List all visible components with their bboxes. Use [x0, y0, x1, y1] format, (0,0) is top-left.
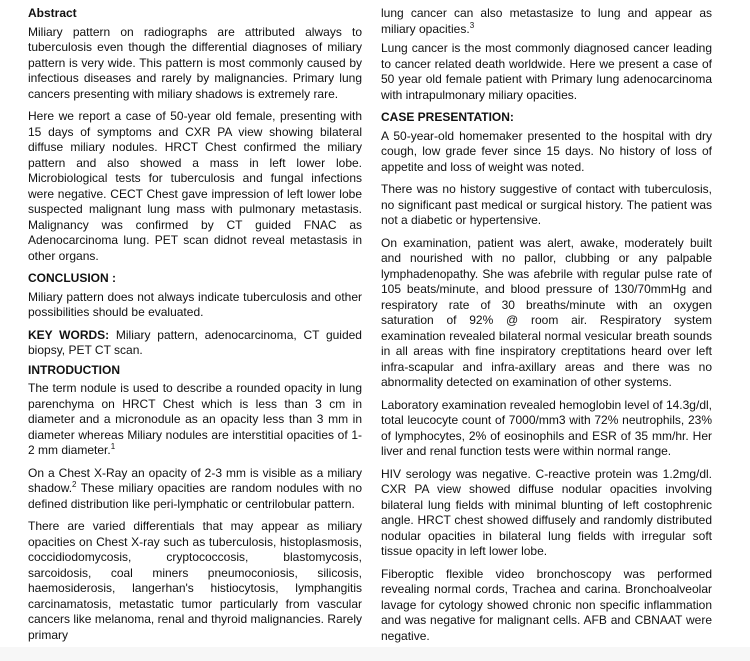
abstract-paragraph: Miliary pattern on radiographs are attributed always to tuberculosis even though the differential diagnoses of miliary pattern is very wide. This pattern is most commonly caused by infectious diseases and rarely by malignancies. Primary lung cancers presenting with miliary shadows is extremely rare.: [28, 24, 362, 101]
citation-ref: 1: [110, 442, 116, 451]
intro-paragraph: [28, 381, 362, 459]
intro-paragraph: There are varied differentials that may appear as miliary opacities on Chest X-ray such as tuberculosis, histoplasmosis, coccidiodomycosis, cryptococcosis, blastomycosis, sarcoidosis, coal miners pneumoconiosis, silicosis, haemosiderosis, langerhan's histiocytosis, lymphangitis carcinamatosis, metastatic tumor particularly from vascular cancers like melanoma, renal and thyroid malignancies. Rarely primary: [28, 519, 362, 642]
keywords-label: KEY WORDS:: [28, 327, 110, 342]
case-paragraph: On examination, patient was alert, awake, moderately built and nourished with no pallor, clubbing or any palpable lymphadenopathy. She was afebrile with regular pulse rate of 105 beats/minute, and blood pressure of 130/70mmHg and respiratory rate of 30 breaths/minute with an oxygen saturation of 92% @ room air. Respiratory system examination revealed bilateral normal vesicular breath sounds in all areas with fine inspiratory creptitations heard over left infra-scapular and infra-axillary areas and there was no abnormality detected on examination of other systems.: [381, 235, 712, 389]
case-presentation-heading: CASE PRESENTATION:: [381, 110, 514, 124]
intro-text: On a Chest X-Ray an opacity of 2-3 mm is visible as a miliary shadow.: [28, 465, 362, 495]
intro-text: The term nodule is used to describe a rounded opacity in lung parenchyma on HRCT Chest which is less than 3 cm in diameter and a micronodule as an opacity less than 3 mm in diameter whereas Miliary nodules are interstitial opacities of 1-2 mm diameter.: [28, 381, 362, 457]
case-paragraph: Fiberoptic flexible video bronchoscopy was performed revealing normal cords, Trachea and carina. Bronchoalveolar lavage for cytology showed chronic non specific inflammation and was negative for malignant cells. AFB and CBNAAT were negative.: [381, 566, 712, 643]
left-column: [28, 6, 362, 650]
intro-paragraph: Lung cancer is the most commonly diagnosed cancer leading to cancer related death worldwide. Here we present a case of 50 year old female patient with Primary lung adenocarcinoma with intrapulmonary miliary opacities.: [381, 41, 712, 102]
case-paragraph: There was no history suggestive of contact with tuberculosis, no significant past medical or surgical history. The patient was not a diabetic or hypertensive.: [381, 182, 712, 227]
continuation-text: lung cancer can also metastasize to lung and appear as miliary opacities.: [381, 6, 712, 36]
citation-ref: 3: [469, 20, 475, 30]
abstract-paragraph: Here we report a case of 50-year old female, presenting with 15 days of symptoms and CXR PA view showing bilateral diffuse miliary nodules. HRCT Chest confirmed the miliary pattern and also showed a mass in left lower lobe. Microbiological tests for tuberculosis and fungal infections were negative. CECT Chest gave impression of left lower lobe suspected malignant lung mass with pulmonary metastasis. Malignancy was confirmed by CT guided FNAC as Adenocarcinoma lung. PET scan didnot reveal metastasis in other organs.: [28, 109, 362, 263]
case-paragraph: HIV serology was negative. C-reactive protein was 1.2mg/dl. CXR PA view showed diffuse nodular opacities involving bilateral lung fields with minimal blunting of left costophrenic angle. HRCT chest showed diffusely and randomly distributed nodular opacities in bilateral lung fields with irregular soft tissue opacity in left lower lobe.: [381, 466, 712, 558]
keywords-paragraph: [28, 328, 362, 359]
right-column: [381, 6, 712, 651]
page-bottom-band: [0, 647, 750, 661]
conclusion-heading: CONCLUSION :: [28, 271, 116, 285]
case-paragraph: Laboratory examination revealed hemoglobin level of 14.3g/dl, total leucocyte count of 7000/mm3 with 72% neutrophils, 23% of lymphocytes, 2% of eosinophils and ESR of 35 mm/hr. Her liver and renal function tests were within normal range.: [381, 397, 712, 458]
case-paragraph: A 50-year-old homemaker presented to the hospital with dry cough, low grade fever since 15 days. No history of loss of appetite and loss of weight was noted.: [381, 128, 712, 174]
intro-paragraph: [28, 466, 362, 513]
conclusion-paragraph: Miliary pattern does not always indicate tuberculosis and other possibilities should be evaluated.: [28, 289, 362, 319]
introduction-heading: INTRODUCTION: [28, 362, 120, 377]
citation-ref: 2: [72, 480, 77, 489]
intro-text: These miliary opacities are random nodules with no defined distribution like peri-lymphatic or centrilobular pattern.: [28, 481, 362, 511]
intro-continuation: [381, 6, 712, 37]
abstract-heading: Abstract: [28, 6, 77, 20]
keywords-text: Miliary pattern, adenocarcinoma, CT guided biopsy, PET CT scan.: [28, 327, 362, 357]
